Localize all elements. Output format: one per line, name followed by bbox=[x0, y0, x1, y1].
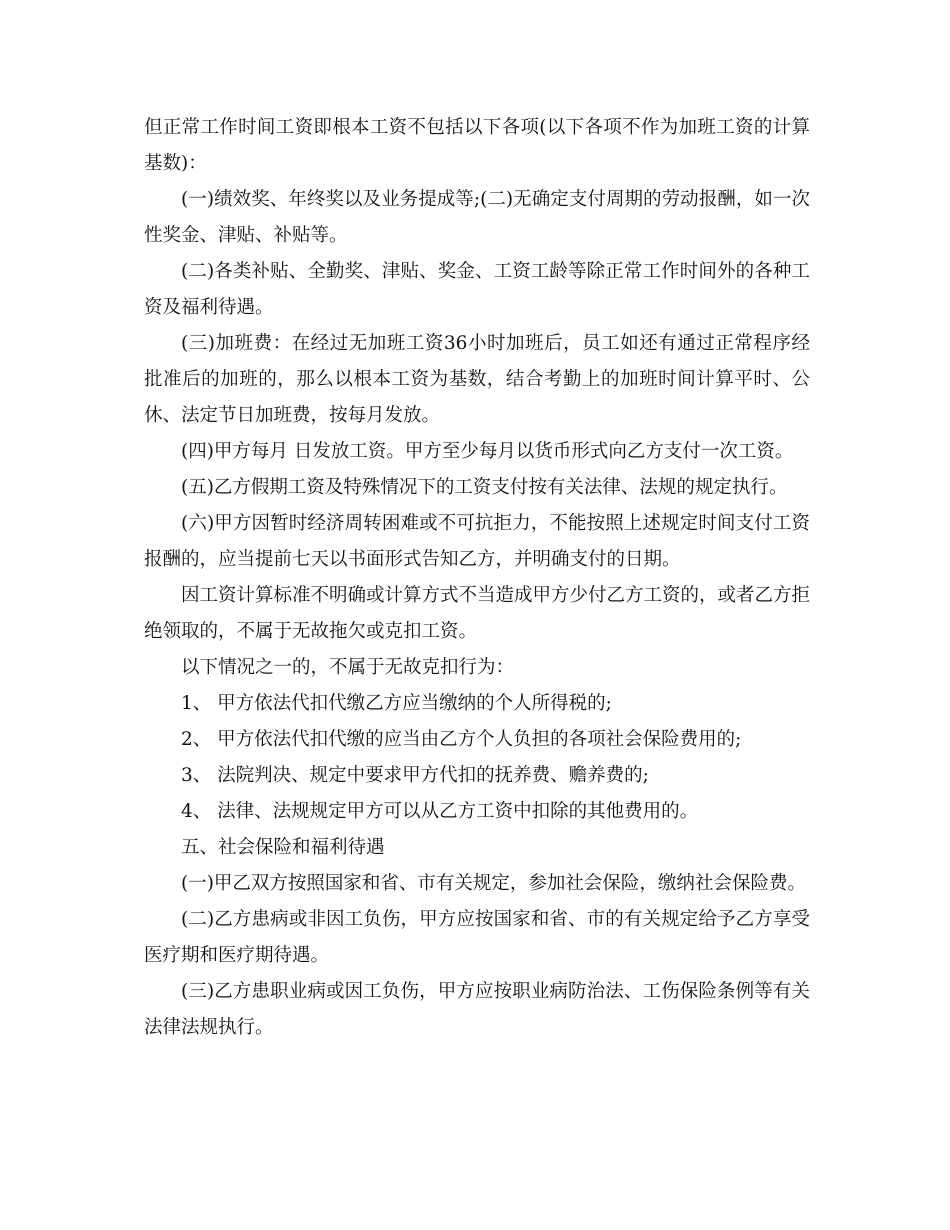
section-heading: 五、社会保险和福利待遇 bbox=[181, 837, 385, 858]
paragraph: (一)甲乙双方按照国家和省、市有关规定，参加社会保险，缴纳社会保险费。 bbox=[181, 873, 806, 894]
paragraph: (一)绩效奖、年终奖以及业务提成等;(二)无确定支付周期的劳动报酬，如一次性奖金、津贴、补贴等。 bbox=[144, 189, 810, 246]
paragraph: (三)加班费：在经过无加班工资36小时加班后，员工如还有通过正常程序经批准后的加班的，那么以根本工资为基数，结合考勤上的加班时间计算平时、公休、法定节日加班费，按每月发放。 bbox=[144, 333, 810, 426]
paragraph: (五)乙方假期工资及特殊情况下的工资支付按有关法律、法规的规定执行。 bbox=[181, 477, 788, 498]
paragraph: 以下情况之一的，不属于无故克扣行为： bbox=[181, 657, 515, 678]
document-body bbox=[144, 110, 810, 1046]
list-item: 4、 法律、法规规定甲方可以从乙方工资中扣除的其他费用的。 bbox=[181, 801, 699, 822]
paragraph: (二)各类补贴、全勤奖、津贴、奖金、工资工龄等除正常工作时间外的各种工资及福利待遇。 bbox=[144, 261, 810, 318]
paragraph: (三)乙方患职业病或因工负伤，甲方应按职业病防治法、工伤保险条例等有关法律法规执行。 bbox=[144, 981, 810, 1038]
list-item: 3、 法院判决、规定中要求甲方代扣的抚养费、赡养费的; bbox=[181, 765, 649, 786]
paragraph: (六)甲方因暂时经济周转困难或不可抗拒力，不能按照上述规定时间支付工资报酬的，应当提前七天以书面形式告知乙方，并明确支付的日期。 bbox=[144, 513, 810, 570]
list-item: 2、 甲方依法代扣代缴的应当由乙方个人负担的各项社会保险费用的; bbox=[181, 729, 742, 750]
paragraph: (四)甲方每月 日发放工资。甲方至少每月以货币形式向乙方支付一次工资。 bbox=[181, 441, 794, 462]
paragraph: 因工资计算标准不明确或计算方式不当造成甲方少付乙方工资的，或者乙方拒绝领取的，不属于无故拖欠或克扣工资。 bbox=[144, 585, 811, 642]
paragraph: 但正常工作时间工资即根本工资不包括以下各项(以下各项不作为加班工资的计算基数)： bbox=[144, 117, 810, 174]
paragraph: (二)乙方患病或非因工负伤，甲方应按国家和省、市的有关规定给予乙方享受医疗期和医疗期待遇。 bbox=[144, 909, 810, 966]
list-item: 1、 甲方依法代扣代缴乙方应当缴纳的个人所得税的; bbox=[181, 693, 612, 714]
